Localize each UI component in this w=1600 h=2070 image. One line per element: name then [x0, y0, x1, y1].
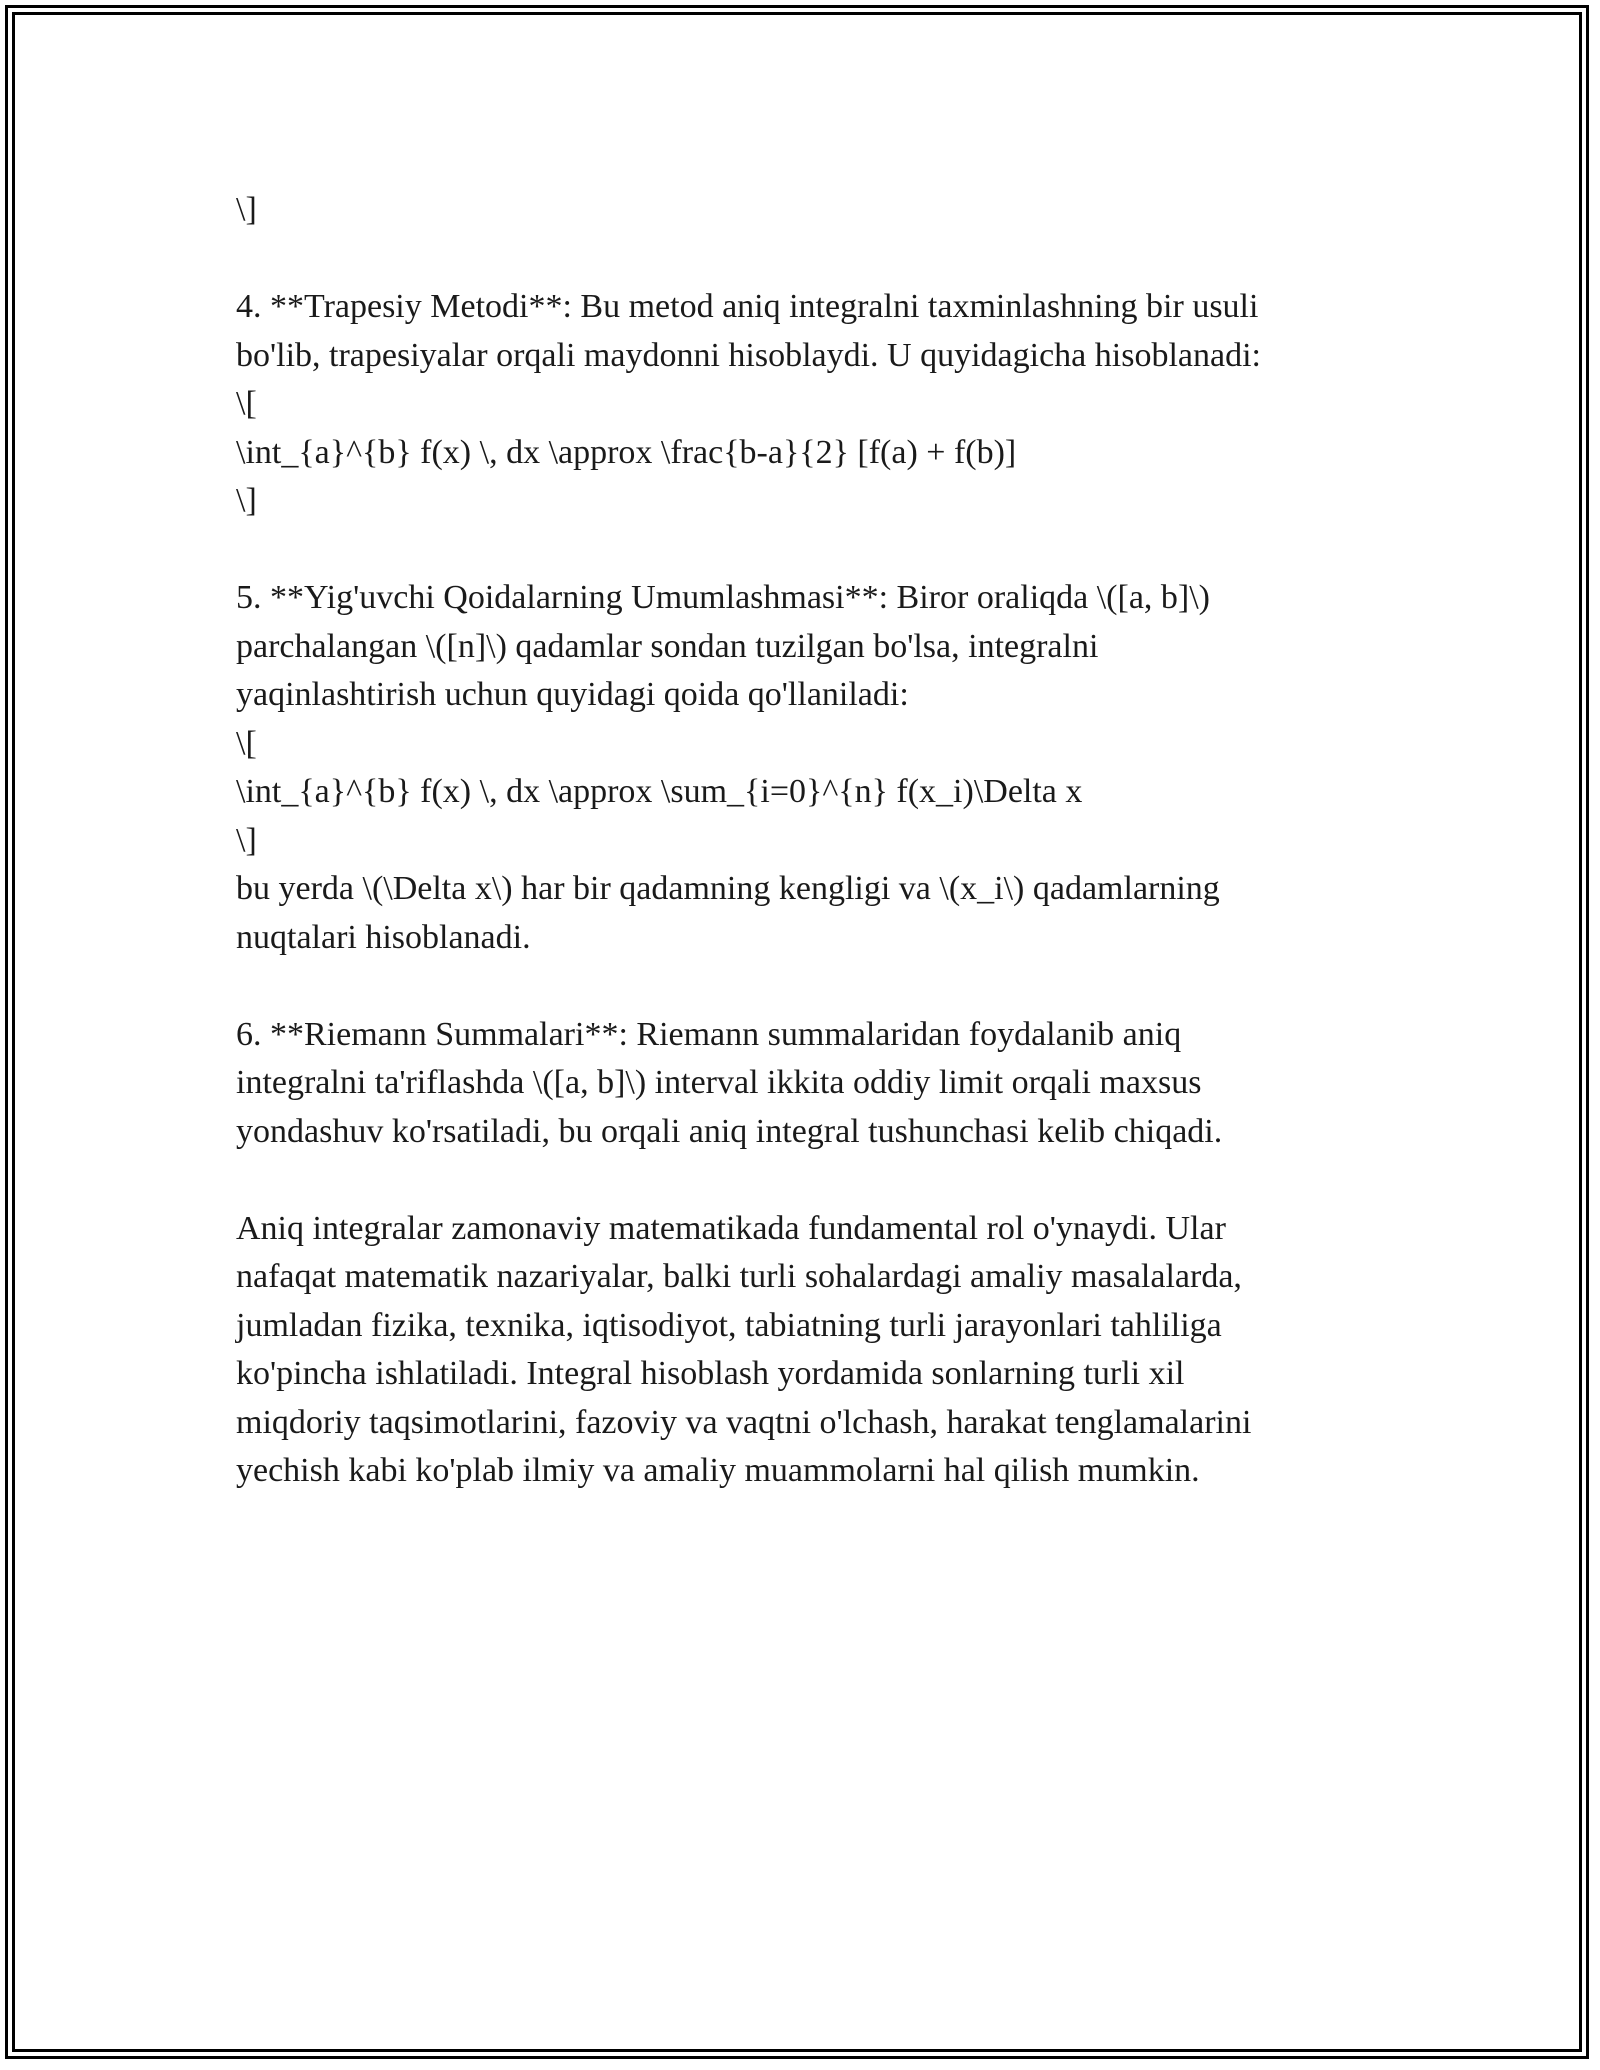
- conclusion-line-5: miqdoriy taqsimotlarini, fazoviy va vaqtni o'lchash, harakat tenglamalarini: [236, 1403, 1252, 1441]
- section-5-line-5: nuqtalari hisoblanadi.: [236, 918, 531, 956]
- section-5-line-2: parchalangan \([n]\) qadamlar sondan tuzilgan bo'lsa, integralni: [236, 627, 1099, 665]
- section-5-formula: \int_{a}^{b} f(x) \, dx \approx \sum_{i=0}^{n} f(x_i)\Delta x: [236, 773, 1083, 810]
- section-6-line-3: yondashuv ko'rsatiladi, bu orqali aniq integral tushunchasi kelib chiqadi.: [236, 1112, 1223, 1150]
- section-4-math-open: \[: [236, 385, 257, 422]
- paragraph-gap: [236, 526, 1396, 575]
- section-6-line-1: 6. **Riemann Summalari**: Riemann summalaridan foydalanib aniq: [236, 1015, 1182, 1053]
- conclusion-line-4: ko'pincha ishlatiladi. Integral hisoblash yordamida sonlarning turli xil: [236, 1355, 1185, 1392]
- section-6-line-2: integralni ta'riflashda \([a, b]\) interval ikkita oddiy limit orqali maxsus: [236, 1064, 1202, 1101]
- section-5-line-3: yaqinlashtirish uchun quyidagi qoida qo'llaniladi:: [236, 676, 909, 713]
- conclusion-line-6: yechish kabi ko'plab ilmiy va amaliy muammolarni hal qilish mumkin.: [236, 1452, 1200, 1489]
- section-4-formula: \int_{a}^{b} f(x) \, dx \approx \frac{b-a}{2} [f(a) + f(b)]: [236, 433, 1017, 471]
- section-5-line-4: bu yerda \(\Delta x\) har bir qadamning kengligi va \(x_i\) qadamlarning: [236, 870, 1220, 907]
- section-4-math-close: \]: [236, 482, 257, 519]
- section-4-line-2: bo'lib, trapesiyalar orqali maydonni hisoblaydi. U quyidagicha hisoblanadi:: [236, 336, 1261, 374]
- paragraph-gap: [236, 1156, 1396, 1205]
- conclusion-line-2: nafaqat matematik nazariyalar, balki turli sohalardagi amaliy masalalarda,: [236, 1258, 1242, 1295]
- section-5-line-1: 5. **Yig'uvchi Qoidalarning Umumlashmasi**: Biror oraliqda \([a, b]\): [236, 579, 1210, 616]
- section-5-math-close: \]: [236, 821, 257, 859]
- section-5-math-open: \[: [236, 724, 257, 762]
- conclusion-line-3: jumladan fizika, texnika, iqtisodiyot, tabiatning turli jarayonlari tahliliga: [236, 1306, 1222, 1344]
- conclusion-line-1: Aniq integralar zamonaviy matematikada fundamental rol o'ynaydi. Ular: [236, 1209, 1226, 1247]
- page-body: [236, 186, 1396, 1496]
- paragraph-gap: [236, 235, 1396, 284]
- section-4-line-1: 4. **Trapesiy Metodi**: Bu metod aniq integralni taxminlashning bir usuli: [236, 288, 1259, 325]
- math-close-bracket: \]: [236, 191, 257, 228]
- paragraph-gap: [236, 962, 1396, 1011]
